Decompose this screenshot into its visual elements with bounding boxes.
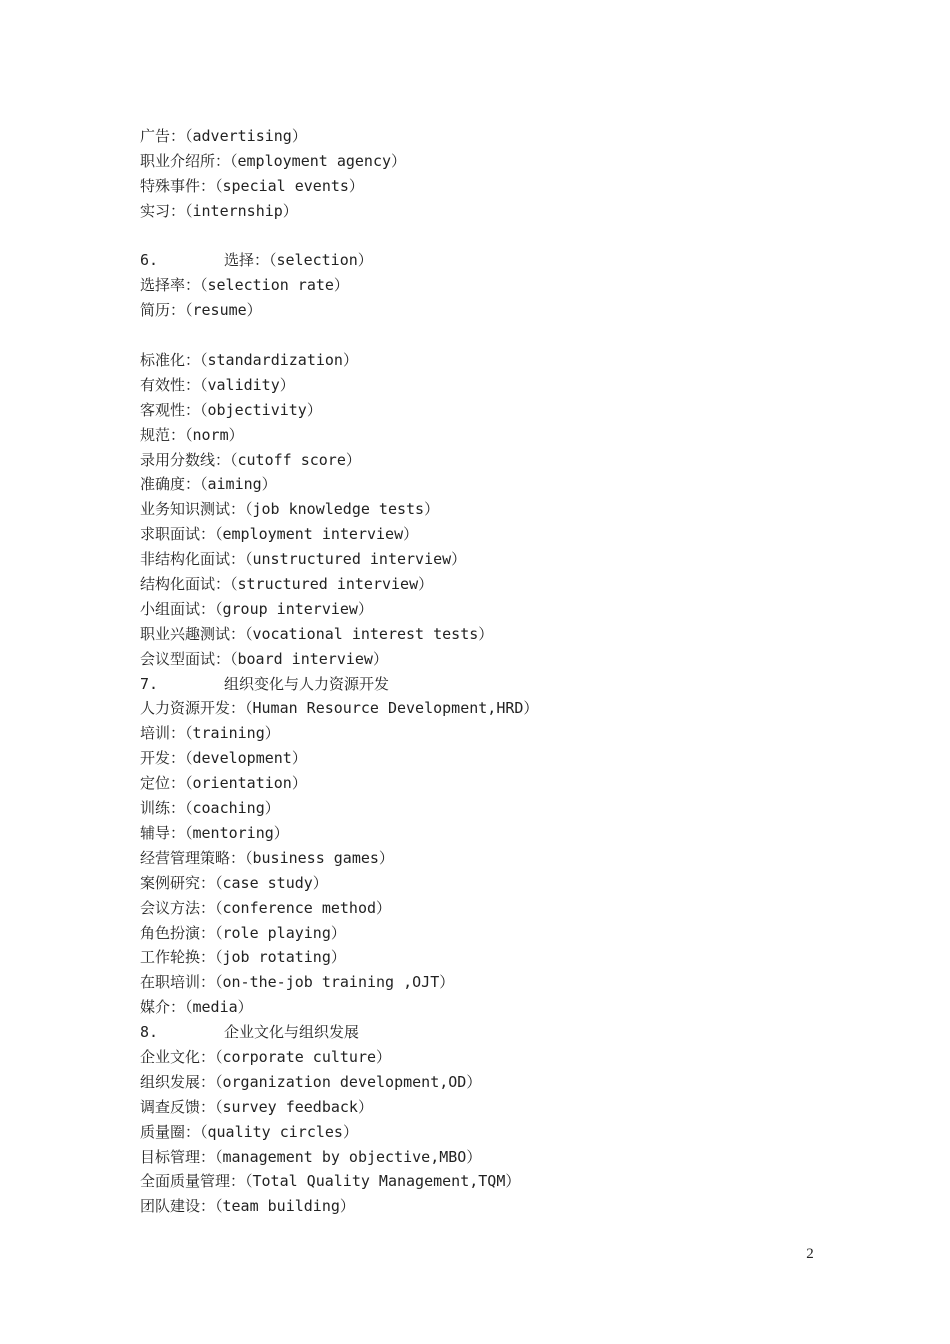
term-line: 特殊事件：（special events） xyxy=(140,176,364,195)
glossary-content xyxy=(140,124,840,1219)
term-line: 职业介绍所：（employment agency） xyxy=(140,151,407,170)
section-number: 7. xyxy=(140,674,159,693)
term-line: 有效性：（validity） xyxy=(140,375,295,394)
term-line: 在职培训：（on-the-job training ,OJT） xyxy=(140,973,455,992)
term-line: 职业兴趣测试：（vocational interest tests） xyxy=(140,624,494,643)
term-line: 企业文化：（corporate culture） xyxy=(140,1047,392,1066)
section-heading-7 xyxy=(140,672,840,697)
term-line: 录用分数线：（cutoff score） xyxy=(140,450,361,469)
term-line: 辅导：（mentoring） xyxy=(140,823,289,842)
section-number: 8. xyxy=(140,1023,159,1042)
section-title: 企业文化与组织发展 xyxy=(224,1023,360,1042)
term-line: 经营管理策略：（business games） xyxy=(140,848,394,867)
term-line: 会议方法：（conference method） xyxy=(140,898,392,917)
term-line: 标准化：（standardization） xyxy=(140,351,358,370)
term-line: 媒介：（media） xyxy=(140,998,253,1017)
term-line: 质量圈：（quality circles） xyxy=(140,1122,358,1141)
term-line: 人力资源开发：（Human Resource Development,HRD） xyxy=(140,699,539,718)
term-line: 目标管理：（management by objective,MBO） xyxy=(140,1147,482,1166)
term-line: 开发：（development） xyxy=(140,749,307,768)
term-line: 调查反馈：（survey feedback） xyxy=(140,1097,373,1116)
term-line: 非结构化面试：（unstructured interview） xyxy=(140,550,467,569)
page-number: 2 xyxy=(806,1246,814,1262)
section-title: 组织变化与人力资源开发 xyxy=(224,674,390,693)
term-line: 团队建设：（team building） xyxy=(140,1197,355,1216)
term-line: 准确度：（aiming） xyxy=(140,475,277,494)
term-line: 工作轮换：（job rotating） xyxy=(140,948,346,967)
term-line: 全面质量管理：（Total Quality Management,TQM） xyxy=(140,1172,521,1191)
blank-line xyxy=(140,323,840,348)
term-line: 实习：（internship） xyxy=(140,201,298,220)
term-line: 业务知识测试：（job knowledge tests） xyxy=(140,500,440,519)
section-title: 选择：（selection） xyxy=(224,251,373,270)
blank-line xyxy=(140,224,840,249)
term-line: 广告：（advertising） xyxy=(140,127,307,145)
term-line: 会议型面试：（board interview） xyxy=(140,649,388,668)
term-line: 组织发展：（organization development,OD） xyxy=(140,1072,482,1091)
term-line: 客观性：（objectivity） xyxy=(140,400,322,419)
term-line: 规范：（norm） xyxy=(140,425,244,444)
term-line: 小组面试：（group interview） xyxy=(140,599,373,618)
section-number: 6. xyxy=(140,251,159,270)
term-line: 训练：（coaching） xyxy=(140,799,280,818)
term-line: 选择率：（selection rate） xyxy=(140,276,349,295)
term-line: 培训：（training） xyxy=(140,724,280,743)
term-line: 简历：（resume） xyxy=(140,301,262,320)
term-line: 案例研究：（case study） xyxy=(140,873,328,892)
term-line: 求职面试：（employment interview） xyxy=(140,525,419,544)
term-line: 角色扮演：（role playing） xyxy=(140,923,346,942)
term-line: 结构化面试：（structured interview） xyxy=(140,575,434,594)
term-line: 定位：（orientation） xyxy=(140,774,307,793)
section-heading-8 xyxy=(140,1020,840,1045)
section-heading-6 xyxy=(140,248,840,273)
